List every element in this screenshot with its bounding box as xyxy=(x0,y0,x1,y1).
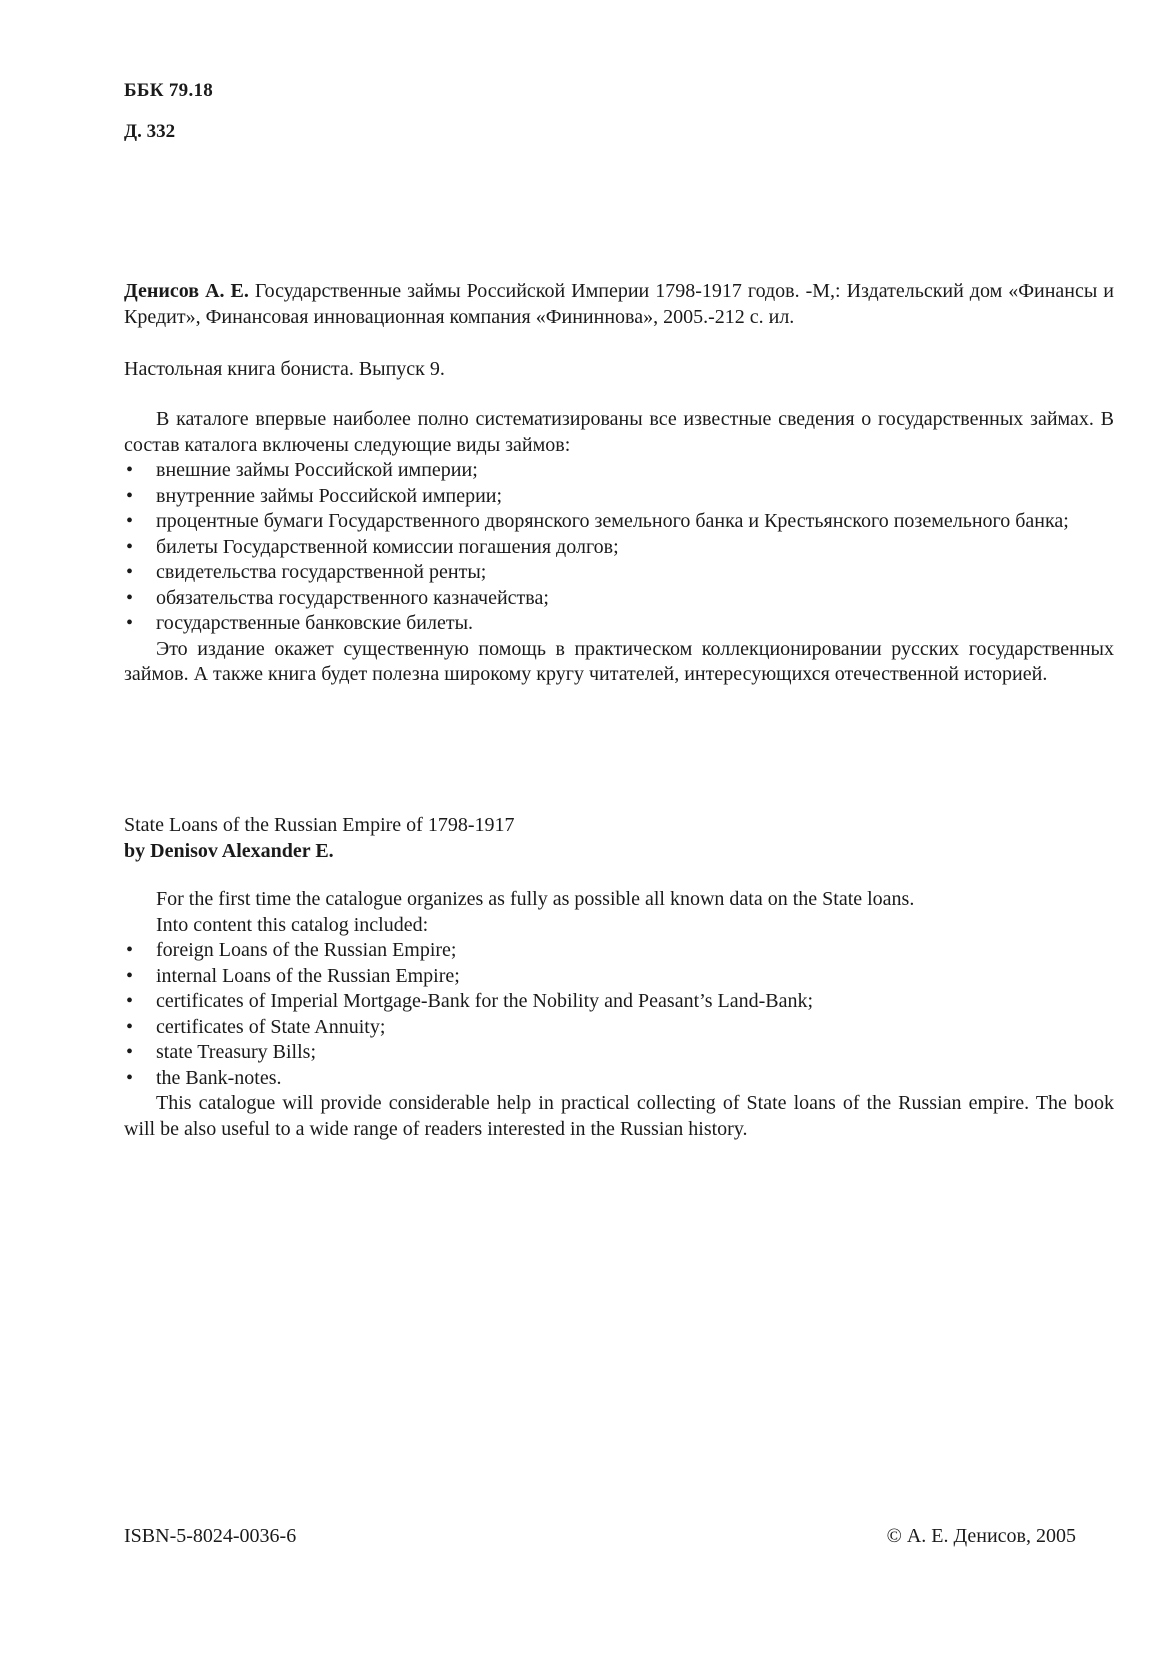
author-mark: Д. 332 xyxy=(124,121,176,142)
bullet-icon: • xyxy=(126,939,134,961)
bullet-icon: • xyxy=(126,1041,134,1063)
bullet-icon: • xyxy=(126,535,134,558)
bullet-icon: • xyxy=(126,561,134,583)
bullet-icon: • xyxy=(126,1066,134,1089)
bullet-icon: • xyxy=(126,510,134,532)
list-item: • государственные банковские билеты. xyxy=(124,611,1114,637)
list-item: • foreign Loans of the Russian Empire; xyxy=(124,938,1114,964)
bullet-icon: • xyxy=(126,586,134,609)
ru-citation-text: Государственные займы Российской Империи 1798-1917 годов. -М,: Издательский дом «Финансы и Кредит», Финансовая инновационная компания «Фининнова», 2005.-212 с. ил. xyxy=(124,280,1115,328)
ru-citation xyxy=(124,279,1114,330)
ru-closing: Это издание окажет существенную помощь в практическом коллекционировании русских государственных займов. А также книга будет полезна широкому кругу читателей, интересующихся отечественной историей. xyxy=(124,637,1114,685)
ru-series: Настольная книга бониста. Выпуск 9. xyxy=(124,358,445,380)
list-item: • свидетельства государственной ренты; xyxy=(124,560,1114,586)
en-description xyxy=(124,887,1114,1142)
list-item: • обязательства государственного казначейства; xyxy=(124,586,1114,612)
list-item: • внешние займы Российской империи; xyxy=(124,458,1114,484)
copyright: © А. Е. Денисов, 2005 xyxy=(886,1525,1076,1547)
en-title: State Loans of the Russian Empire of 1798-1917 xyxy=(124,814,515,836)
isbn: ISBN-5-8024-0036-6 xyxy=(124,1525,297,1547)
list-item: • внутренние займы Российской империи; xyxy=(124,484,1114,510)
list-item: • certificates of Imperial Mortgage-Bank for the Nobility and Peasant’s Land-Bank; xyxy=(124,989,1114,1015)
bullet-icon: • xyxy=(126,1015,134,1038)
bullet-icon: • xyxy=(126,484,134,507)
en-heading xyxy=(124,813,1114,864)
list-item: • state Treasury Bills; xyxy=(124,1040,1114,1066)
ru-intro: В каталоге впервые наиболее полно систематизированы все известные сведения о государственных займах. В состав каталога включены следующие виды займов: xyxy=(124,408,1114,456)
ru-citation-author: Денисов А. Е. xyxy=(124,280,249,302)
bullet-icon: • xyxy=(126,964,134,987)
list-item: • the Bank-notes. xyxy=(124,1066,1114,1092)
en-loan-types-list xyxy=(124,938,1114,1091)
list-item: • процентные бумаги Государственного дворянского земельного банка и Крестьянского поземельного банка; xyxy=(124,509,1114,535)
en-intro-1: For the first time the catalogue organizes as fully as possible all known data on the State loans. xyxy=(156,888,915,910)
list-item: • билеты Государственной комиссии погашения долгов; xyxy=(124,535,1114,561)
en-intro-2: Into content this catalog included: xyxy=(156,913,429,936)
bullet-icon: • xyxy=(126,612,134,634)
bullet-icon: • xyxy=(126,990,134,1012)
ru-loan-types-list xyxy=(124,458,1114,637)
en-author: by Denisov Alexander E. xyxy=(124,839,334,862)
bullet-icon: • xyxy=(126,459,134,481)
list-item: • internal Loans of the Russian Empire; xyxy=(124,964,1114,990)
ru-description xyxy=(124,407,1114,688)
bbk-code: ББК 79.18 xyxy=(124,80,214,101)
en-closing: This catalogue will provide considerable help in practical collecting of State loans of the Russian empire. The book will be also useful to a wide range of readers interested in the Russian history. xyxy=(124,1092,1114,1140)
list-item: • certificates of State Annuity; xyxy=(124,1015,1114,1041)
